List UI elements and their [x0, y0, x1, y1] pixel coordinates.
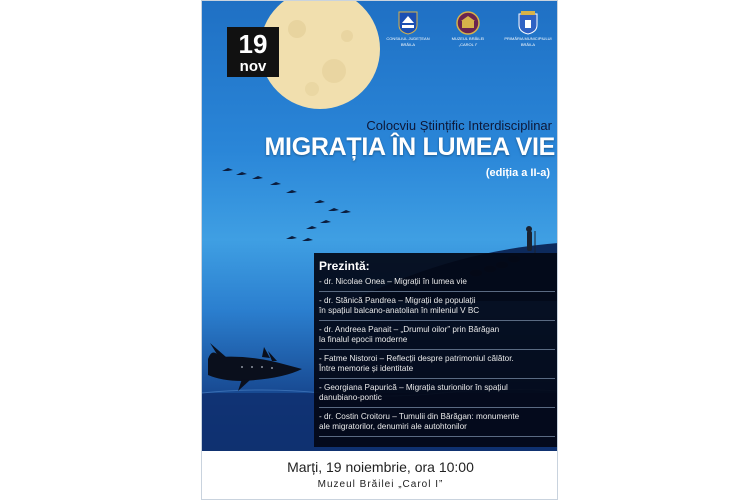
- city-hall-logo: [500, 11, 556, 47]
- city-hall-caption-line2: BRĂILA: [520, 42, 536, 47]
- program-item-line2: la finalul epocii moderne: [319, 335, 408, 344]
- museum-logo: [440, 11, 496, 47]
- event-footer: [202, 451, 558, 500]
- program-item: [319, 292, 555, 321]
- event-poster: [201, 0, 558, 500]
- organizer-logos: [380, 11, 558, 67]
- council-crest-icon: [398, 11, 418, 35]
- program-item: [319, 408, 555, 437]
- program-list: [319, 273, 555, 437]
- program-item-line1: - dr. Nicolae Onea – Migrații în lumea vie: [319, 277, 467, 286]
- city-hall-crest-icon: [518, 11, 538, 35]
- museum-caption-line2: „CAROL I”: [458, 42, 478, 47]
- event-edition: (ediția a II-a): [485, 167, 550, 179]
- flying-birds: [222, 168, 351, 241]
- event-title: MIGRAȚIA ÎN LUMEA VIE: [264, 133, 555, 161]
- sturgeon-fish: [208, 343, 302, 391]
- program-item-line1: - Fatme Nistoroi – Reflecții despre patrimoniul călător.: [319, 353, 514, 363]
- council-caption-line2: BRĂILA: [400, 42, 416, 47]
- program-heading: Prezintă:: [319, 259, 370, 273]
- program-box: [314, 253, 558, 447]
- program-item: [319, 379, 555, 408]
- council-logo: [380, 11, 436, 47]
- program-item: [319, 321, 555, 350]
- date-month: nov: [239, 58, 267, 75]
- program-item: [319, 350, 555, 379]
- date-badge: [227, 27, 279, 77]
- event-subtitle: Colocviu Științific Interdisciplinar: [366, 118, 552, 133]
- date-day: 19: [238, 29, 268, 59]
- event-location: Muzeul Brăilei „Carol I”: [317, 479, 444, 490]
- program-item-line2: ale migratorilor, denumiri ale autohtonilor: [319, 422, 467, 431]
- program-item-line1: - dr. Andreea Panait – „Drumul oilor” prin Bărăgan: [319, 324, 500, 334]
- museum-caption-line1: MUZEUL BRĂILEI: [451, 36, 485, 41]
- program-item: [319, 273, 555, 292]
- event-datetime: Marți, 19 noiembrie, ora 10:00: [287, 459, 474, 475]
- museum-crest-icon: [456, 11, 480, 35]
- program-item-line1: - dr. Stănică Pandrea – Migrații de populații: [319, 295, 476, 305]
- program-item-line2: în spațiul balcano-anatolian în mileniul V BC: [319, 306, 480, 315]
- city-hall-caption-line1: PRIMĂRIA MUNICIPIULUI: [504, 36, 552, 41]
- program-item-line1: - dr. Costin Croitoru – Tumulii din Bărăgan: monumente: [319, 411, 520, 421]
- council-caption-line1: CONSILIUL JUDEȚEAN: [386, 36, 430, 41]
- program-item-line2: danubiano-pontic: [319, 393, 382, 402]
- program-item-line2: Între memorie și identitate: [319, 364, 414, 373]
- program-item-line1: - Georgiana Papurică – Migrația sturionilor în spațiul: [319, 382, 508, 392]
